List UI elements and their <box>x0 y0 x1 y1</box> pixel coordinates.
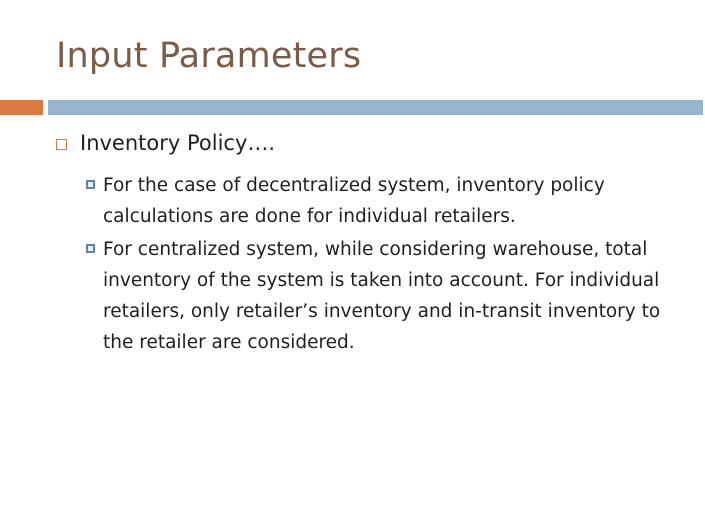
bullet-level2-text: For centralized system, while considering warehouse, total inventory of the system is taken into account. For individual retailers, only retailer’s inventory and in-transit inventory to the retailer are considered. <box>103 239 661 353</box>
filled-square-icon <box>86 244 95 253</box>
hollow-square-icon <box>56 139 67 150</box>
slide-title: Input Parameters <box>56 36 362 76</box>
bullet-level1 <box>56 131 275 155</box>
bullet-level2 <box>86 170 661 232</box>
bullet-level2 <box>86 234 661 358</box>
bullet-level1-text: Inventory Policy…. <box>80 131 276 155</box>
accent-bar-blue <box>48 100 703 115</box>
filled-square-icon <box>86 180 95 189</box>
bullet-level2-text: For the case of decentralized system, inventory policy calculations are done for individual retailers. <box>103 175 605 227</box>
accent-bar-orange <box>0 100 43 115</box>
